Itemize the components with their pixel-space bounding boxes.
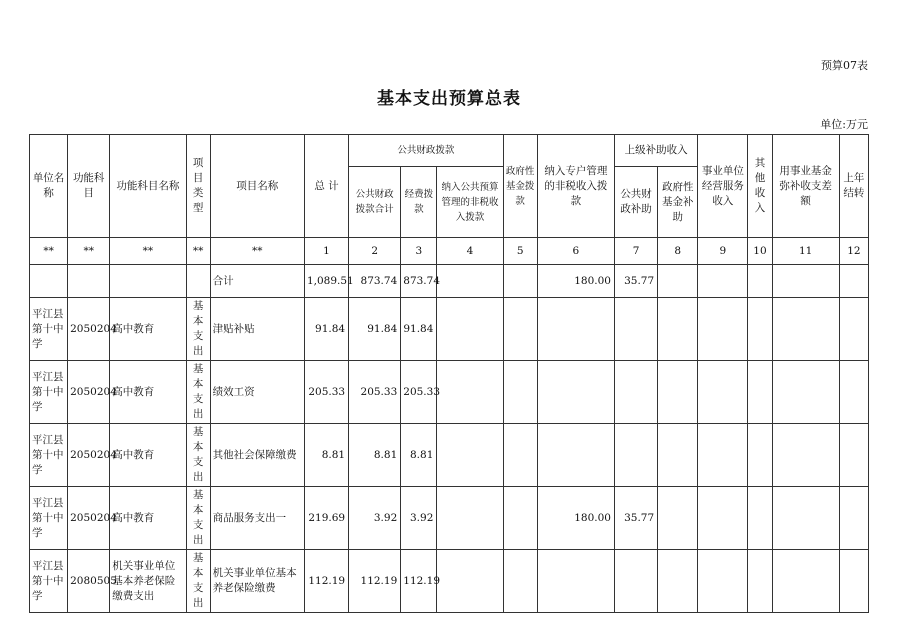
table-row <box>30 298 869 361</box>
cell-c6 <box>537 361 614 424</box>
cell-c12 <box>839 361 868 424</box>
col-total: 总 计 <box>304 135 348 238</box>
col-business-income: 事业单位经营服务收入 <box>698 135 748 238</box>
table-row <box>30 361 869 424</box>
index-cell: ** <box>186 238 210 265</box>
index-row <box>30 238 869 265</box>
cell-code: 2050204 <box>68 361 110 424</box>
header-row-1 <box>30 135 869 167</box>
index-cell: ** <box>210 238 304 265</box>
cell-total: 219.69 <box>304 487 348 550</box>
form-code: 预算07表 <box>821 59 868 72</box>
col-func-code: 功能科目 <box>68 135 110 238</box>
cell-c3: 873.74 <box>401 265 437 298</box>
cell-c7 <box>615 424 658 487</box>
cell-c12 <box>839 424 868 487</box>
cell-c11 <box>772 361 839 424</box>
table-row-total <box>30 265 869 298</box>
index-cell: ** <box>110 238 186 265</box>
col-item-name: 项目名称 <box>210 135 304 238</box>
col-unit-name: 单位名称 <box>30 135 68 238</box>
cell-c7: 35.77 <box>615 265 658 298</box>
cell-func: 高中教育 <box>110 361 186 424</box>
cell-c10 <box>748 424 772 487</box>
index-cell: 4 <box>437 238 503 265</box>
cell-c12 <box>839 487 868 550</box>
col-last-year: 上年结转 <box>839 135 868 238</box>
cell-code: 2050204 <box>68 424 110 487</box>
cell-total: 1,089.51 <box>304 265 348 298</box>
cell-c7 <box>615 550 658 613</box>
cell-total: 205.33 <box>304 361 348 424</box>
cell-c3: 91.84 <box>401 298 437 361</box>
col-public-finance-subtotal: 公共财政拨款合计 <box>349 167 401 238</box>
cell-c10 <box>748 487 772 550</box>
cell-c5 <box>503 298 537 361</box>
cell-c8 <box>658 550 698 613</box>
cell-code: 2050204 <box>68 298 110 361</box>
cell-c8 <box>658 265 698 298</box>
cell-c6: 180.00 <box>537 487 614 550</box>
cell-c3: 8.81 <box>401 424 437 487</box>
cell-c10 <box>748 361 772 424</box>
cell-c11 <box>772 487 839 550</box>
cell-total: 91.84 <box>304 298 348 361</box>
cell-unit: 平江县第十中学 <box>30 550 68 613</box>
cell-c4 <box>437 298 503 361</box>
cell-name: 合计 <box>210 265 304 298</box>
cell-type: 基本支出 <box>186 550 210 613</box>
index-cell: ** <box>30 238 68 265</box>
col-other-income: 其他收入 <box>748 135 772 238</box>
cell-code <box>68 265 110 298</box>
cell-c3: 205.33 <box>401 361 437 424</box>
cell-c4 <box>437 361 503 424</box>
cell-c6 <box>537 550 614 613</box>
cell-c8 <box>658 487 698 550</box>
cell-c2: 3.92 <box>349 487 401 550</box>
table-row <box>30 550 869 613</box>
cell-c9 <box>698 487 748 550</box>
cell-c10 <box>748 265 772 298</box>
cell-unit: 平江县第十中学 <box>30 424 68 487</box>
cell-c2: 873.74 <box>349 265 401 298</box>
cell-total: 8.81 <box>304 424 348 487</box>
index-cell: ** <box>68 238 110 265</box>
unit-label: 单位:万元 <box>820 118 868 131</box>
cell-code: 2050204 <box>68 487 110 550</box>
cell-c5 <box>503 424 537 487</box>
cell-name: 商品服务支出一 <box>210 487 304 550</box>
cell-c6 <box>537 424 614 487</box>
cell-c12 <box>839 265 868 298</box>
cell-type: 基本支出 <box>186 298 210 361</box>
cell-c8 <box>658 361 698 424</box>
cell-c4 <box>437 424 503 487</box>
cell-type: 基本支出 <box>186 361 210 424</box>
cell-func: 高中教育 <box>110 424 186 487</box>
col-operating-funds: 经费拨款 <box>401 167 437 238</box>
index-cell: 1 <box>304 238 348 265</box>
cell-c2: 91.84 <box>349 298 401 361</box>
cell-name: 津贴补贴 <box>210 298 304 361</box>
col-gov-fund: 政府性基金拨款 <box>503 135 537 238</box>
index-cell: 12 <box>839 238 868 265</box>
cell-unit <box>30 265 68 298</box>
cell-c9 <box>698 298 748 361</box>
index-cell: 3 <box>401 238 437 265</box>
cell-func: 机关事业单位基本养老保险缴费支出 <box>110 550 186 613</box>
cell-name: 机关事业单位基本养老保险缴费 <box>210 550 304 613</box>
index-cell: 6 <box>537 238 614 265</box>
index-cell: 2 <box>349 238 401 265</box>
cell-c11 <box>772 424 839 487</box>
col-nontax-in-budget: 纳入公共预算管理的非税收入拨款 <box>437 167 503 238</box>
cell-c9 <box>698 265 748 298</box>
cell-c9 <box>698 424 748 487</box>
cell-c6 <box>537 298 614 361</box>
cell-func <box>110 265 186 298</box>
cell-c8 <box>658 298 698 361</box>
cell-c2: 8.81 <box>349 424 401 487</box>
cell-c12 <box>839 550 868 613</box>
index-cell: 9 <box>698 238 748 265</box>
table-row <box>30 424 869 487</box>
col-superior-subsidy: 上级补助收入 <box>615 135 698 167</box>
index-cell: 10 <box>748 238 772 265</box>
cell-c5 <box>503 265 537 298</box>
cell-c8 <box>658 424 698 487</box>
cell-c7 <box>615 361 658 424</box>
cell-c10 <box>748 298 772 361</box>
cell-unit: 平江县第十中学 <box>30 298 68 361</box>
cell-c11 <box>772 550 839 613</box>
table-row <box>30 487 869 550</box>
index-cell: 7 <box>615 238 658 265</box>
cell-c2: 112.19 <box>349 550 401 613</box>
index-cell: 11 <box>772 238 839 265</box>
cell-c6: 180.00 <box>537 265 614 298</box>
cell-unit: 平江县第十中学 <box>30 487 68 550</box>
col-func-name: 功能科目名称 <box>110 135 186 238</box>
cell-c12 <box>839 298 868 361</box>
col-public-finance: 公共财政拨款 <box>349 135 504 167</box>
cell-c2: 205.33 <box>349 361 401 424</box>
cell-func: 高中教育 <box>110 487 186 550</box>
cell-c7 <box>615 298 658 361</box>
budget-table <box>29 134 869 613</box>
cell-type <box>186 265 210 298</box>
cell-c3: 112.19 <box>401 550 437 613</box>
cell-c5 <box>503 487 537 550</box>
cell-code: 2080505 <box>68 550 110 613</box>
cell-name: 其他社会保障缴费 <box>210 424 304 487</box>
col-business-fund: 用事业基金弥补收支差额 <box>772 135 839 238</box>
cell-c4 <box>437 487 503 550</box>
cell-c11 <box>772 298 839 361</box>
cell-c9 <box>698 361 748 424</box>
cell-func: 高中教育 <box>110 298 186 361</box>
cell-name: 绩效工资 <box>210 361 304 424</box>
cell-c5 <box>503 550 537 613</box>
cell-unit: 平江县第十中学 <box>30 361 68 424</box>
col-item-type: 项目类型 <box>186 135 210 238</box>
cell-c3: 3.92 <box>401 487 437 550</box>
cell-total: 112.19 <box>304 550 348 613</box>
cell-c7: 35.77 <box>615 487 658 550</box>
cell-c5 <box>503 361 537 424</box>
col-nontax-special: 纳入专户管理的非税收入拨款 <box>537 135 614 238</box>
cell-c11 <box>772 265 839 298</box>
page-title: 基本支出预算总表 <box>377 89 521 109</box>
col-superior-public: 公共财政补助 <box>615 167 658 238</box>
index-cell: 8 <box>658 238 698 265</box>
col-superior-gov-fund: 政府性基金补助 <box>658 167 698 238</box>
cell-type: 基本支出 <box>186 487 210 550</box>
cell-c10 <box>748 550 772 613</box>
cell-c9 <box>698 550 748 613</box>
cell-c4 <box>437 265 503 298</box>
cell-c4 <box>437 550 503 613</box>
cell-type: 基本支出 <box>186 424 210 487</box>
index-cell: 5 <box>503 238 537 265</box>
